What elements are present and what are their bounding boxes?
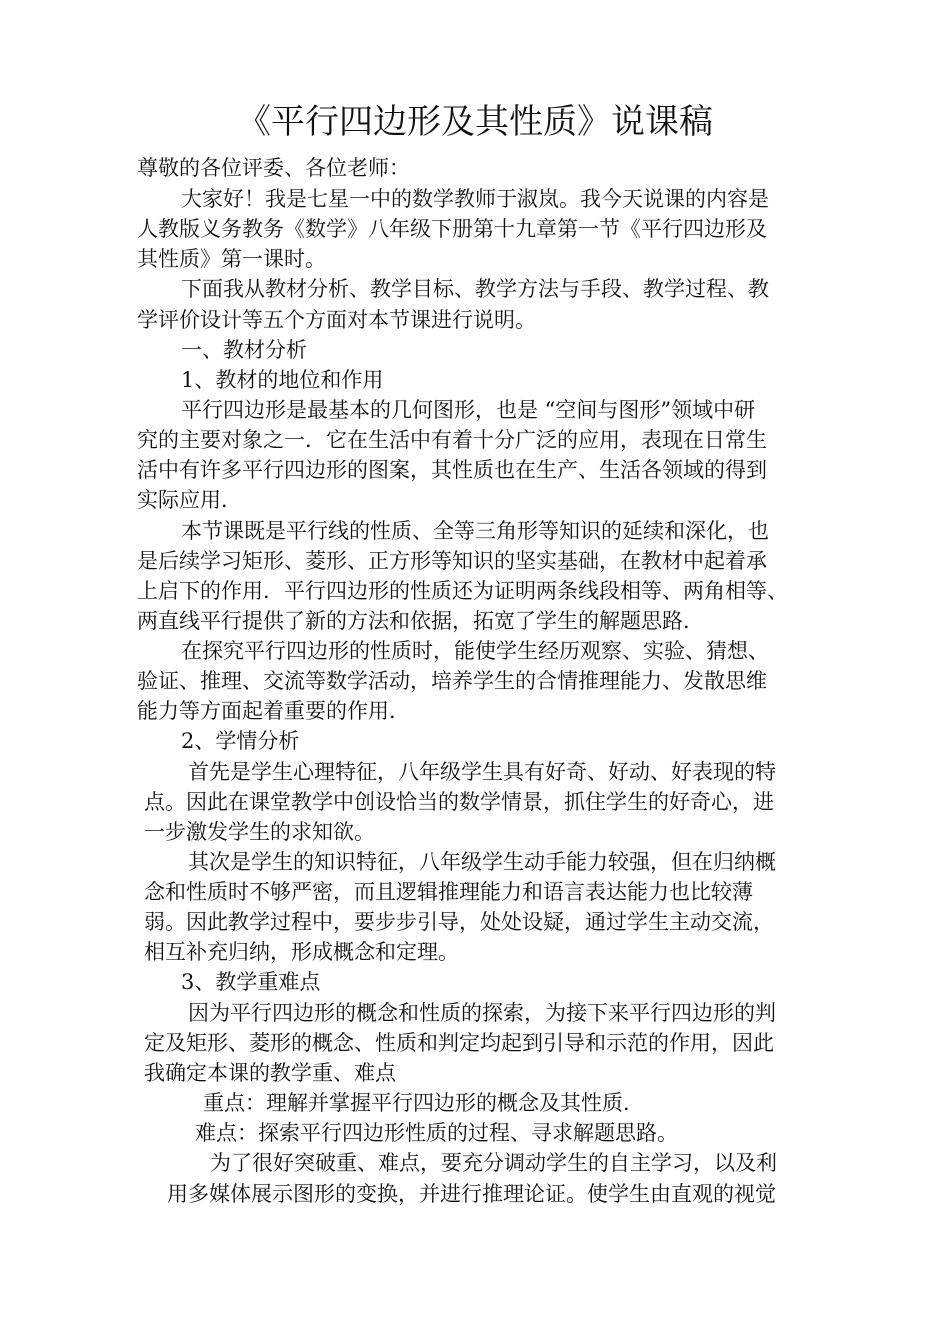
text-line: 是后续学习矩形、菱形、正方形等知识的坚实基础，在教材中起着承 <box>137 549 767 573</box>
text-line: 一步激发学生的求知欲。 <box>144 820 375 844</box>
text-line: 实际应用． <box>137 488 242 512</box>
text-line: 人教版义务教务《数学》八年级下册第十九章第一节《平行四边形及 <box>137 217 767 241</box>
text-line: 为了很好突破重、难点，要充分调动学生的自主学习，以及利 <box>210 1151 777 1175</box>
text-line: 点。因此在课堂教学中创设恰当的数学情景，抓住学生的好奇心，进 <box>144 790 774 814</box>
text-line: 下面我从教材分析、教学目标、教学方法与手段、教学过程、教 <box>181 277 769 301</box>
text-line: 上启下的作用．平行四边形的性质还为证明两条线段相等、两角相等、 <box>137 579 788 603</box>
text-line: 我确定本课的教学重、难点 <box>144 1061 396 1085</box>
key-point-line: 重点：理解并掌握平行四边形的概念及其性质． <box>203 1091 644 1115</box>
text-line: 究的主要对象之一．它在生活中有着十分广泛的应用，表现在日常生 <box>137 428 767 452</box>
text-line: 相互补充归纳，形成概念和定理。 <box>144 940 459 964</box>
text-line: 两直线平行提供了新的方法和依据，拓宽了学生的解题思路． <box>137 609 704 633</box>
subsection-heading: 1、教材的地位和作用 <box>181 368 384 392</box>
difficult-point-line: 难点：探索平行四边形性质的过程、寻求解题思路。 <box>195 1121 678 1145</box>
text-line: 其性质》第一课时。 <box>137 247 326 271</box>
text-line: 念和性质时不够严密，而且逻辑推理能力和语言表达能力也比较薄 <box>144 880 753 904</box>
text-line: 活中有许多平行四边形的图案，其性质也在生产、生活各领域的得到 <box>137 458 767 482</box>
subsection-heading: 3、教学重难点 <box>181 970 321 994</box>
text-line: 在探究平行四边形的性质时，能使学生经历观察、实验、猜想、 <box>181 639 769 663</box>
text-line: 其次是学生的知识特征，八年级学生动手能力较强，但在归纳概 <box>188 850 776 874</box>
text-line: 弱。因此教学过程中，要步步引导，处处设疑，通过学生主动交流， <box>144 910 774 934</box>
text-line: 平行四边形是最基本的几何图形，也是 “空间与图形”领域中研 <box>181 398 756 422</box>
text-line: 本节课既是平行线的性质、全等三角形等知识的延续和深化，也 <box>181 519 769 543</box>
text-line: 用多媒体展示图形的变换，并进行推理论证。使学生由直观的视觉 <box>167 1182 776 1206</box>
text-line: 大家好！我是七星一中的数学教师于淑岚。我今天说课的内容是 <box>181 187 769 211</box>
salutation-line: 尊敬的各位评委、各位老师： <box>137 156 410 180</box>
document-title: 《平行四边形及其性质》说课稿 <box>237 102 713 142</box>
text-line: 首先是学生心理特征，八年级学生具有好奇、好动、好表现的特 <box>188 760 776 784</box>
text-line: 定及矩形、菱形的概念、性质和判定均起到引导和示范的作用，因此 <box>144 1031 774 1055</box>
subsection-heading: 2、学情分析 <box>181 729 300 753</box>
text-line: 学评价设计等五个方面对本节课进行说明。 <box>137 308 536 332</box>
text-line: 能力等方面起着重要的作用． <box>137 699 410 723</box>
text-line: 因为平行四边形的概念和性质的探索，为接下来平行四边形的判 <box>188 1001 776 1025</box>
text-line: 验证、推理、交流等数学活动，培养学生的合情推理能力、发散思维 <box>137 669 767 693</box>
section-heading: 一、教材分析 <box>181 338 307 362</box>
